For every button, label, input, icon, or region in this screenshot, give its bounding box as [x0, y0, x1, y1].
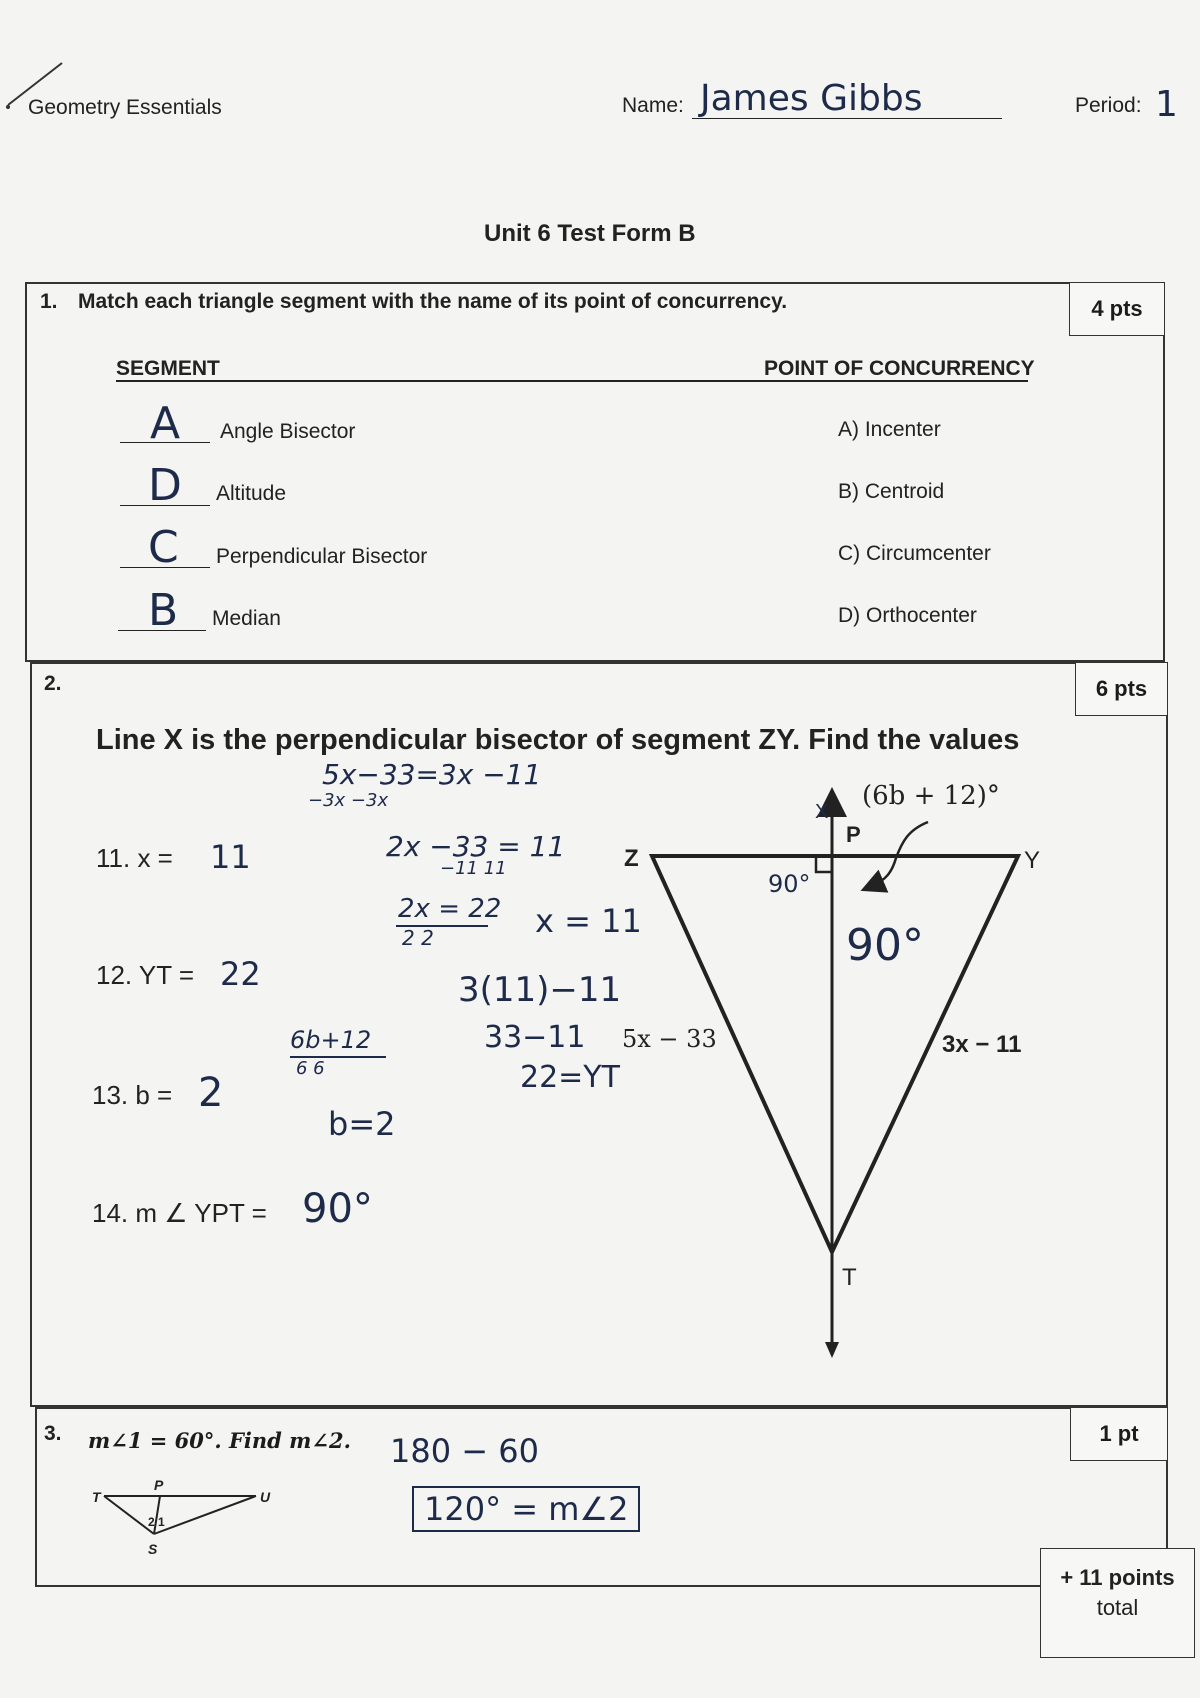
q2-item-14-label: 14. m ∠ YPT =	[92, 1198, 267, 1228]
q2-prompt: Line X is the perpendicular bisector of segment ZY. Find the values	[96, 724, 1020, 756]
option-a: A) Incenter	[838, 418, 941, 441]
answer-4: B	[148, 585, 179, 636]
answer-3: C	[148, 522, 179, 573]
fig-label-s: S	[148, 1541, 158, 1557]
q2-item-12-label: 12. YT =	[96, 960, 195, 990]
fig-label-p: P	[154, 1478, 164, 1493]
page-title: Unit 6 Test Form B	[484, 220, 696, 247]
period-value: 1	[1155, 84, 1178, 125]
work-line-1b: −3x −3x	[308, 790, 389, 811]
fig-angle-1: 1	[158, 1515, 165, 1529]
label-x: X	[815, 801, 829, 823]
work-line-3c: x = 11	[535, 902, 642, 940]
q2-points: 6 pts	[1075, 662, 1168, 716]
q2-item-12-answer: 22	[220, 955, 261, 993]
answer-2: D	[148, 460, 182, 511]
work-line-6: 22=YT	[520, 1060, 620, 1095]
work-line-5: 33−11	[484, 1020, 586, 1055]
q2-item-13-answer: 2	[198, 1070, 224, 1116]
b-work-1: 6b+12	[290, 1026, 372, 1054]
right-side-expression: 3x − 11	[942, 1031, 1022, 1058]
hand-90-small: 90°	[768, 870, 811, 898]
total-points-line2: total	[1096, 1595, 1139, 1620]
q3-work: 180 − 60	[390, 1432, 539, 1470]
fig-angle-2: 2	[148, 1515, 155, 1529]
label-t: T	[842, 1264, 857, 1291]
header-rule	[116, 380, 1028, 382]
b-work-2: 6 6	[296, 1058, 325, 1079]
concurrency-header: POINT OF CONCURRENCY	[764, 357, 1035, 380]
segment-4: Median	[212, 607, 281, 630]
answer-1: A	[150, 398, 181, 449]
work-line-3: 2x = 22	[398, 894, 502, 924]
segment-3: Perpendicular Bisector	[216, 545, 428, 568]
hand-90-big: 90°	[846, 920, 924, 971]
fig-label-t: T	[92, 1489, 101, 1505]
q2-item-11-answer: 11	[210, 838, 251, 876]
name-label: Name:	[622, 94, 684, 117]
q2-item-13-label: 13. b =	[92, 1080, 173, 1110]
q3-points: 1 pt	[1070, 1407, 1168, 1461]
label-z: Z	[624, 845, 639, 872]
q1-number: 1.	[40, 290, 58, 313]
option-c: C) Circumcenter	[838, 542, 991, 565]
segment-2: Altitude	[216, 482, 287, 505]
label-p: P	[846, 822, 861, 847]
q3-figure	[88, 1478, 278, 1574]
student-name: James Gibbs	[700, 78, 923, 119]
option-b: B) Centroid	[838, 480, 945, 503]
angle-expression: (6b + 12)°	[862, 781, 1000, 811]
q2-item-14-answer: 90°	[302, 1186, 373, 1232]
q3-answer: 120° = m∠2	[412, 1486, 640, 1532]
q1-points: 4 pts	[1069, 282, 1165, 336]
q2-item-11-label: 11. x =	[96, 843, 173, 873]
course-name: Geometry Essentials	[28, 96, 222, 119]
line-x-bottom-arrow	[825, 1342, 839, 1358]
question-1-box	[25, 282, 1165, 662]
q2-number: 2.	[44, 672, 62, 695]
work-line-2: 2x −33 = 11	[386, 830, 566, 863]
period-label: Period:	[1075, 94, 1142, 117]
work-line-4: 3(11)−11	[458, 970, 622, 1010]
q1-prompt: Match each triangle segment with the name of its point of concurrency.	[78, 290, 788, 313]
work-line-1: 5x−33=3x −11	[322, 758, 542, 791]
label-y: Y	[1024, 847, 1041, 874]
segment-1: Angle Bisector	[220, 420, 356, 443]
q3-prompt: m∠1 = 60°. Find m∠2.	[88, 1428, 351, 1453]
work-line-2b: −11 11	[440, 858, 507, 879]
fig-label-u: U	[260, 1489, 271, 1505]
option-d: D) Orthocenter	[838, 604, 977, 627]
q3-number: 3.	[44, 1422, 62, 1445]
segment-header: SEGMENT	[116, 357, 220, 380]
total-points-line1: + 11 points	[1060, 1565, 1175, 1590]
triangle-diagram	[590, 780, 1070, 1380]
work-line-3b: 2 2	[402, 926, 434, 950]
b-work-3: b=2	[328, 1105, 396, 1143]
total-points-box	[1040, 1548, 1195, 1658]
right-angle-mark	[816, 856, 832, 872]
left-side-expression: 5x − 33	[622, 1025, 717, 1053]
